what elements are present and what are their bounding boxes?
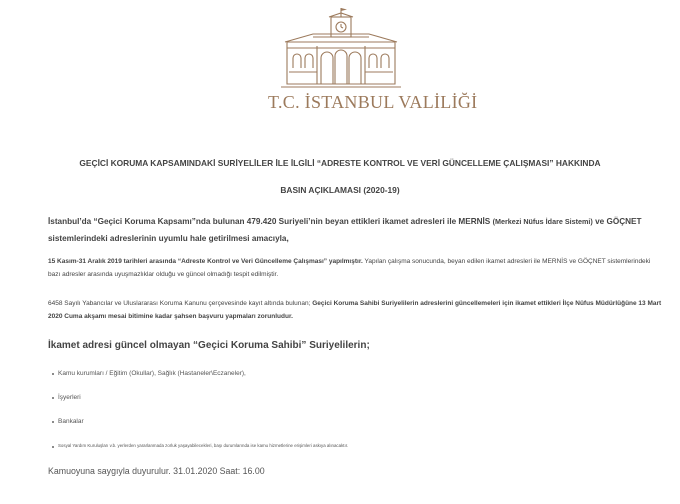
list-item: Bankalar bbox=[58, 418, 84, 425]
building-emblem-icon bbox=[277, 6, 405, 90]
paragraph-study-part1: 15 Kasım-31 Aralık 2019 tarihleri arasında “Adreste Kontrol ve Veri Güncelleme Çalışması” yapılmıştır. bbox=[48, 258, 363, 265]
paragraph-intro-part1: İstanbul’da “Geçici Koruma Kapsamı”nda bulunan 479.420 Suriyeli’nin beyan ettikleri ikamet adresleri ile MERNİS bbox=[48, 217, 493, 226]
logo-text: T.C. İSTANBUL VALİLİĞİ bbox=[268, 92, 478, 112]
paragraph-study-part2: Yapılan çalışma sonucunda, beyan edilen ikamet adresleri ile MERNİS ve GÖÇNET sistemlerindeki bazı adresler arasında uyuşmazlıklar olduğu ve güncel olmadığı tespit edilmiştir. bbox=[48, 258, 651, 278]
document-title: GEÇİCİ KORUMA KAPSAMINDAKİ SURİYELİLER İLE İLGİLİ “ADRESTE KONTROL VE VERİ GÜNCELLEME ÇALIŞMASI” HAKKINDA bbox=[79, 158, 601, 168]
list-item: Kamu kurumları / Eğitim (Okullar), Sağlık (Hastaneler\Eczaneler), bbox=[58, 370, 246, 377]
document-subtitle: BASIN AÇIKLAMASI (2020-19) bbox=[280, 185, 400, 195]
closing-statement: Kamuoyuna saygıyla duyurulur. 31.01.2020 Saat: 16.00 bbox=[48, 466, 265, 476]
paragraph-study bbox=[48, 255, 662, 281]
paragraph-law-part2: Geçici Koruma Sahibi Suriyelilerin adreslerini güncellemeleri için ikamet ettikleri İlçe Nüfus Müdürlüğüne 13 Mart 2020 Cuma akşamı mesai bitimine kadar şahsen başvuru yapmaları zorunludur. bbox=[48, 300, 662, 320]
list-item: Sosyal Yardım Kuruluşları v.b. yerlerden yararlanmada zorluk yaşayabilecekleri, başı durumlarında ise kamu hizmetlerine erişimleri askıya alınacaktır. bbox=[58, 443, 349, 448]
list-item: İşyerleri bbox=[58, 394, 81, 401]
governorship-logo bbox=[268, 6, 478, 114]
paragraph-intro-part2: (Merkezi Nüfus İdare Sistemi) bbox=[492, 217, 593, 226]
paragraph-law-part1: 6458 Sayılı Yabancılar ve Uluslararası Koruma Kanunu çerçevesinde kayıt altında bulunan; bbox=[48, 300, 313, 307]
paragraph-intro bbox=[48, 213, 662, 247]
paragraph-law bbox=[48, 297, 662, 323]
list-heading: İkamet adresi güncel olmayan “Geçici Koruma Sahibi” Suriyelilerin; bbox=[48, 340, 370, 351]
paragraph-intro-part3: ve GÖÇNET sistemlerindeki adreslerinin uyumlu hale getirilmesi amacıyla, bbox=[48, 217, 642, 243]
